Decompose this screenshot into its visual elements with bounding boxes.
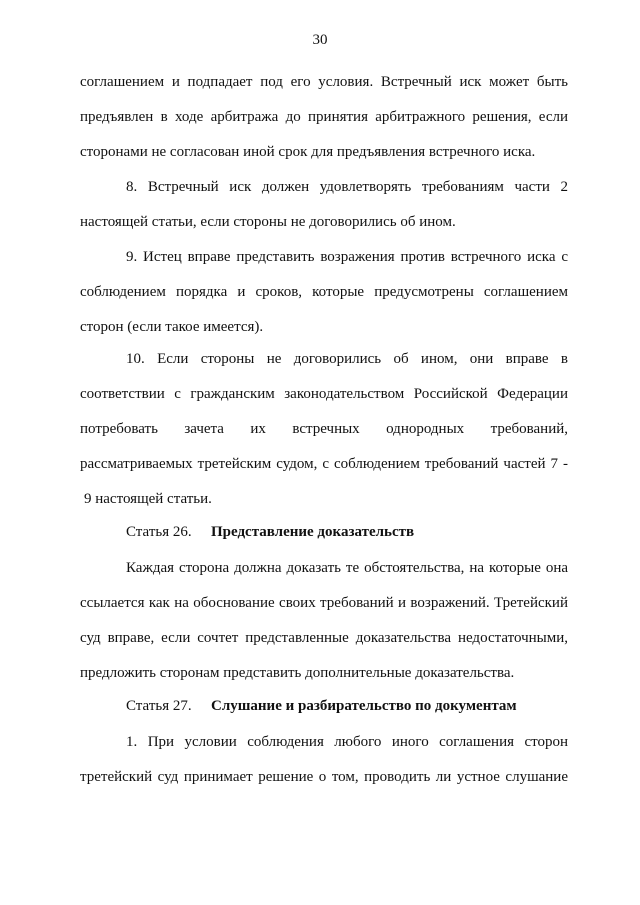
text-line-3: сторонами не согласован иной срок для предъявления встречного иска. [80,144,536,160]
text-line-1: соглашением и подпадает под его условия. Встречный иск может быть [80,74,568,90]
paragraph-10-line-3: потребовать зачета их встречных однородных требований, [80,421,568,437]
article-26-number: Статья 26. [126,524,192,540]
article-26-heading [126,520,568,544]
article-26-line-2: ссылается как на обоснование своих требований и возражений. Третейский [80,595,568,611]
paragraph-8-line-2: настоящей статьи, если стороны не договорились об ином. [80,214,456,230]
paragraph-10-line-2: соответствии с гражданским законодательством Российской Федерации [80,386,568,402]
text-line-2: предъявлен в ходе арбитража до принятия арбитражного решения, если [80,109,568,125]
paragraph-8-line-1: 8. Встречный иск должен удовлетворять требованиям части 2 [126,179,568,195]
paragraph-10-line-1: 10. Если стороны не договорились об ином, они вправе в [126,351,568,367]
article-27-heading [126,694,568,718]
article-26-line-4: предложить сторонам представить дополнительные доказательства. [80,665,515,681]
article-27-line-2: третейский суд принимает решение о том, проводить ли устное слушание [80,769,568,785]
paragraph-10-line-4: рассматриваемых третейским судом, с соблюдением требований частей 7 - [80,456,568,472]
article-26-line-3: суд вправе, если сочтет представленные доказательства недостаточными, [80,630,568,646]
paragraph-9-line-2: соблюдением порядка и сроков, которые предусмотрены соглашением [80,284,568,300]
paragraph-10-line-5: 9 настоящей статьи. [84,491,212,507]
paragraph-9-line-3: сторон (если такое имеется). [80,319,264,335]
page-number: 30 [312,32,328,48]
article-26-line-1: Каждая сторона должна доказать те обстоятельства, на которые она [126,560,568,576]
article-27-title: Слушание и разбирательство по документам [211,698,517,714]
article-26-title: Представление доказательств [211,524,415,540]
paragraph-9-line-1: 9. Истец вправе представить возражения против встречного иска с [126,249,568,265]
article-27-number: Статья 27. [126,698,192,714]
article-27-line-1: 1. При условии соблюдения любого иного соглашения сторон [126,734,568,750]
